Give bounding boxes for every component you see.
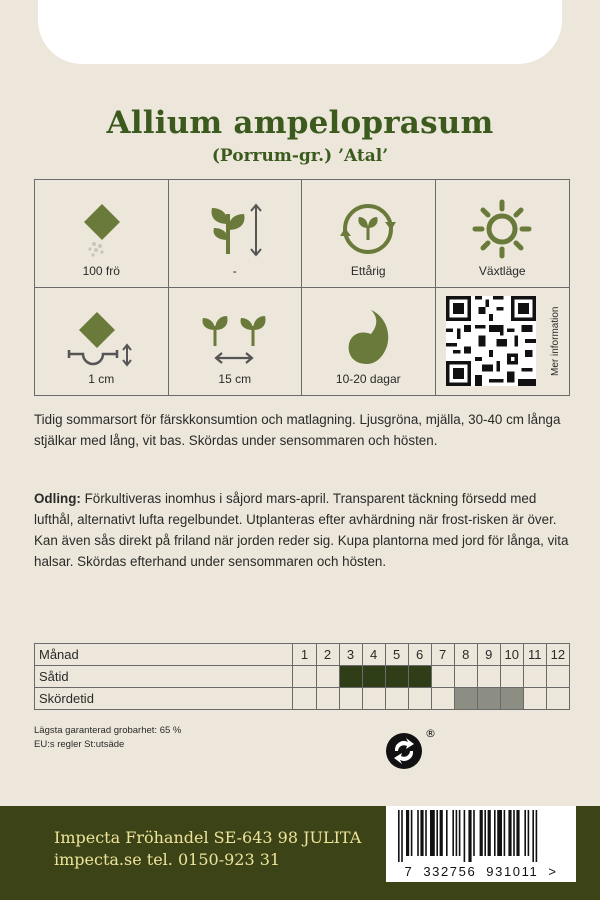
calendar-month-cell (408, 688, 431, 710)
calendar-header-row (35, 644, 570, 666)
barcode-bar (446, 810, 448, 856)
position-label: Växtläge (478, 263, 526, 278)
variety-description: Tidig sommarsort för färskkonsumtion och matlagning. Ljusgröna, mjälla, 30-40 cm långa stjälkar med lång, vit bas. Skördas under sensommaren och hösten. (34, 412, 561, 448)
calendar-month-cell (362, 688, 385, 710)
calendar-month-cell (523, 688, 546, 710)
seed-packet-icon (66, 194, 136, 264)
barcode-bar (398, 810, 400, 862)
barcode-bar (436, 810, 438, 856)
calendar-month-cell (454, 688, 477, 710)
plant-spacing-label: 15 cm (218, 372, 252, 386)
cultivation-heading: Odling: (34, 491, 81, 506)
plant-height-icon (200, 194, 270, 264)
month-number: 9 (477, 644, 500, 666)
germination-rate-text: Lägsta garanterad grobarhet: 65 % (34, 725, 182, 736)
barcode-bar (513, 810, 515, 856)
barcode-bar (504, 810, 506, 856)
barcode-arrow: > (548, 864, 558, 879)
barcode-bar (401, 810, 403, 862)
barcode-bar (473, 810, 475, 856)
barcode-left-digits: 332756 (423, 864, 477, 879)
company-contact: impecta.se tel. 0150-923 31 (54, 850, 281, 869)
calendar-month-cell (408, 666, 431, 688)
barcode-bar (480, 810, 483, 856)
regulation-text: EU:s regler St:utsäde (34, 739, 125, 750)
ean-barcode (386, 806, 576, 882)
calendar-month-cell (431, 666, 454, 688)
barcode-first-digit: 7 (404, 864, 414, 879)
barcode-bar (430, 810, 435, 856)
calendar-month-cell (546, 688, 569, 710)
sowing-calendar (34, 643, 570, 710)
barcode-bar (516, 810, 519, 856)
calendar-month-cell (362, 666, 385, 688)
barcode-bar (488, 810, 491, 856)
month-number: 11 (523, 644, 546, 666)
sun-icon (467, 194, 537, 264)
registered-mark: ® (425, 727, 436, 740)
barcode-bar (406, 810, 409, 856)
barcode-number (386, 864, 576, 879)
info-cell-qr[interactable] (436, 288, 570, 396)
month-number: 10 (500, 644, 523, 666)
month-number: 2 (316, 644, 339, 666)
calendar-month-cell (339, 666, 362, 688)
barcode-bar (494, 810, 496, 856)
calendar-month-cell (316, 688, 339, 710)
info-cell-spacing (169, 288, 303, 396)
calendar-month-cell (500, 688, 523, 710)
month-number: 8 (454, 644, 477, 666)
info-cell-depth (35, 288, 169, 396)
month-number: 12 (546, 644, 569, 666)
green-dot-recycling-icon (384, 727, 436, 771)
barcode-bar (532, 810, 534, 862)
calendar-month-cell (293, 666, 316, 688)
plant-height-label: - (232, 263, 237, 278)
lifecycle-label: Ettårig (350, 263, 386, 278)
more-info-label: Mer information (550, 305, 561, 376)
barcode-bar (484, 810, 486, 856)
info-cell-lifecycle (302, 180, 436, 288)
calendar-row-sowing (35, 666, 570, 688)
barcode-bar (464, 810, 466, 862)
sowing-depth-label: 1 cm (88, 372, 115, 386)
calendar-month-cell (477, 688, 500, 710)
sowing-depth-icon (61, 302, 141, 372)
calendar-month-cell (546, 666, 569, 688)
calendar-month-cell (500, 666, 523, 688)
plant-spacing-icon (195, 302, 275, 372)
barcode-bar (459, 810, 461, 856)
variety-subtitle: (Porrum-gr.) ’Atal’ (211, 146, 389, 166)
cultivation-text: Förkultiveras inomhus i såjord mars-april. Transparent täckning försedd med lufthål, alternativt lufta regelbundet. Utplanteras efter avhärdning när frost-risken är över. Kan även sås direkt på friland när jorden reder sig. Kupa plantorna med jord för långa, vita halsar. Skördas efterhand under sensommaren och hösten. (34, 491, 569, 569)
company-address: Impecta Fröhandel SE-643 98 JULITA (54, 828, 362, 847)
calendar-month-cell (293, 688, 316, 710)
calendar-row-label: Skördetid (35, 688, 293, 710)
barcode-bar (420, 810, 423, 856)
annual-cycle-icon (333, 194, 403, 264)
calendar-month-cell (454, 666, 477, 688)
info-cell-germination (302, 288, 436, 396)
barcode-bar (440, 810, 443, 856)
barcode-bar (536, 810, 538, 862)
qr-code-icon[interactable] (444, 296, 538, 386)
month-number: 7 (431, 644, 454, 666)
packet-hang-tab (38, 0, 562, 64)
calendar-month-cell (385, 666, 408, 688)
germination-icon (333, 302, 403, 372)
month-number: 1 (293, 644, 316, 666)
barcode-bar (417, 810, 419, 856)
info-cell-height (169, 180, 303, 288)
species-title: Allium ampeloprasum (106, 105, 494, 141)
calendar-month-cell (316, 666, 339, 688)
month-number: 4 (362, 644, 385, 666)
info-icon-grid (34, 179, 570, 396)
seed-count-label: 100 frö (82, 263, 120, 278)
barcode-bar (468, 810, 471, 862)
barcode-bar (524, 810, 526, 856)
month-header-label: Månad (35, 644, 293, 666)
germination-guarantee (34, 724, 181, 752)
month-number: 6 (408, 644, 431, 666)
calendar-row-harvest (35, 688, 570, 710)
barcode-bars (394, 810, 568, 862)
barcode-right-digits: 931011 (486, 864, 539, 879)
month-number: 3 (339, 644, 362, 666)
calendar-month-cell (431, 688, 454, 710)
calendar-month-cell (523, 666, 546, 688)
calendar-month-cell (385, 688, 408, 710)
barcode-bar (452, 810, 454, 856)
calendar-row-label: Såtid (35, 666, 293, 688)
calendar-month-cell (339, 688, 362, 710)
info-cell-position (436, 180, 570, 288)
info-cell-seeds (35, 180, 169, 288)
barcode-bar (411, 810, 413, 856)
month-number: 5 (385, 644, 408, 666)
calendar-month-cell (477, 666, 500, 688)
barcode-bar (528, 810, 530, 856)
barcode-bar (497, 810, 502, 856)
barcode-bar (508, 810, 511, 856)
barcode-bar (425, 810, 427, 856)
germination-time-label: 10-20 dagar (335, 372, 401, 386)
barcode-bar (456, 810, 458, 856)
cultivation-instructions (34, 488, 574, 572)
